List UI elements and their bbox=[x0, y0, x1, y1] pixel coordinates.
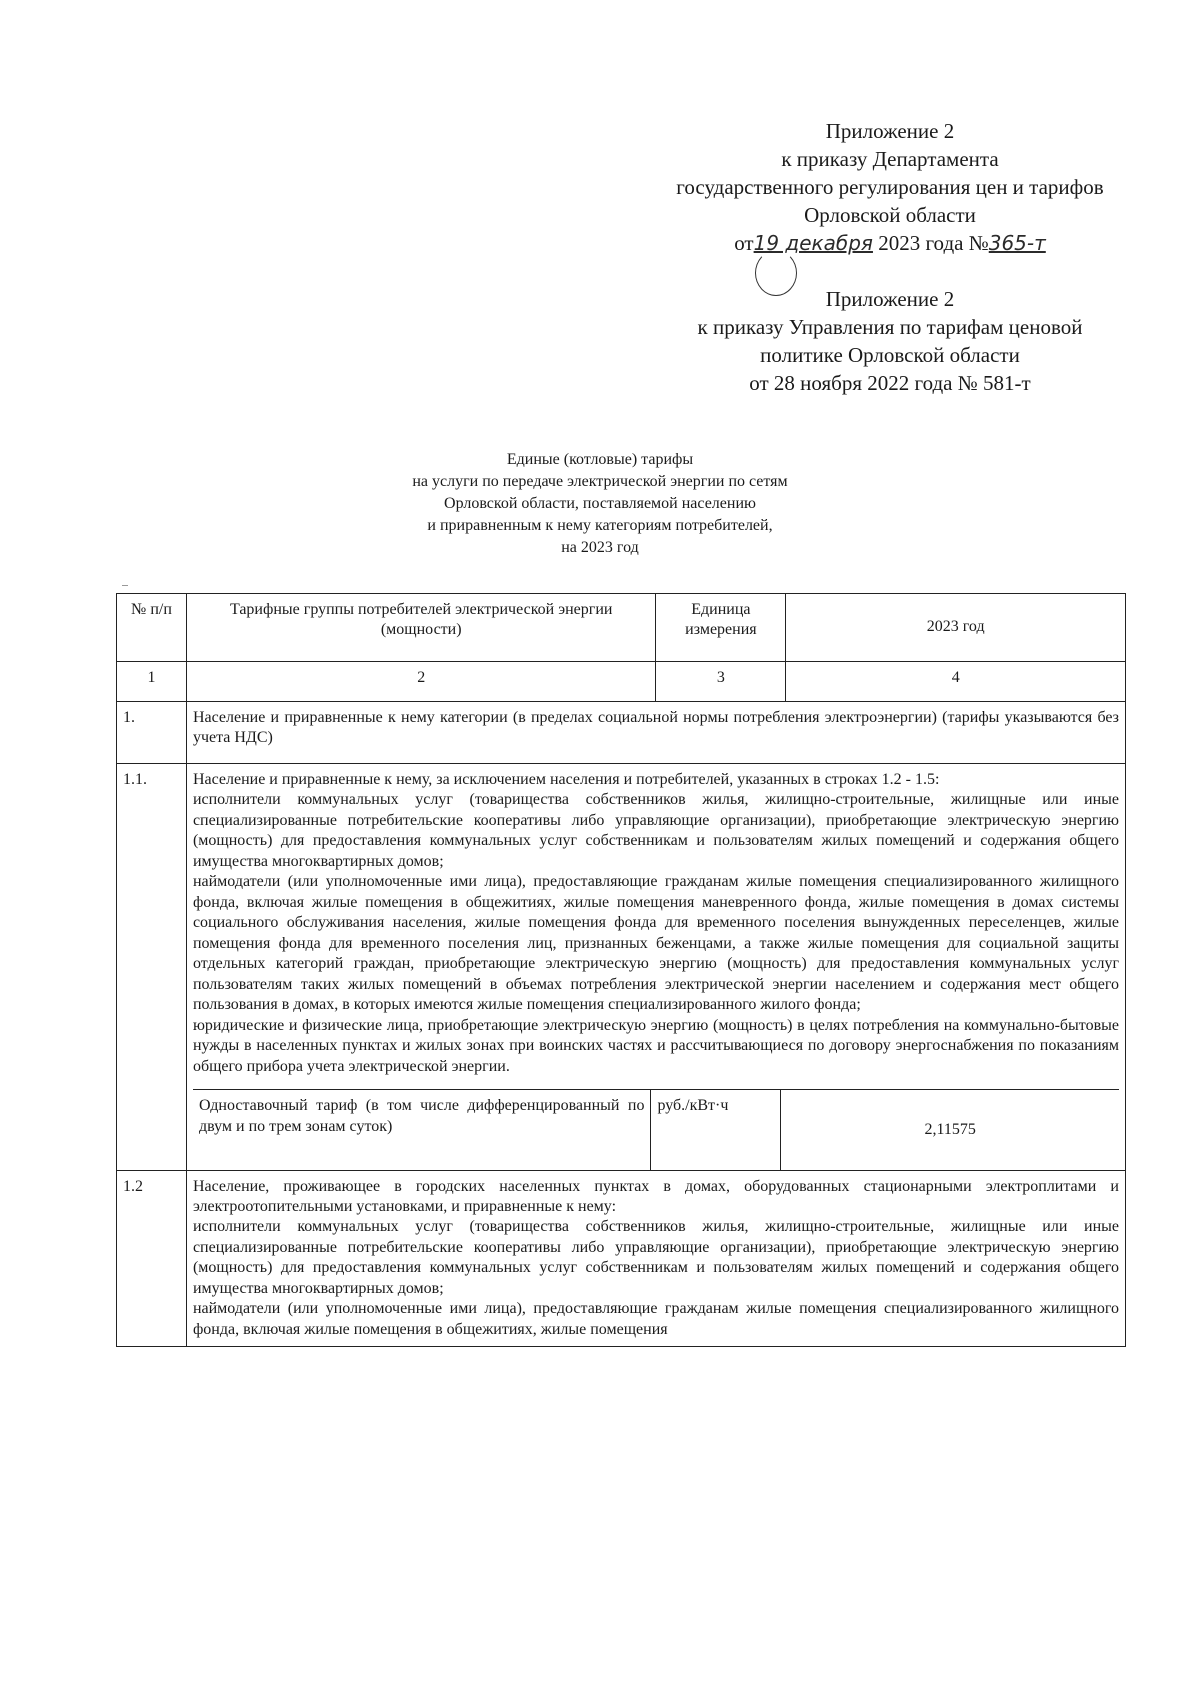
appendix-order-ref: к приказу Департамента bbox=[781, 147, 999, 171]
header-num: № п/п bbox=[117, 594, 187, 662]
header-unit: Единица измерения bbox=[656, 594, 786, 662]
column-number-row bbox=[117, 662, 1126, 702]
date-suffix: 2023 года № bbox=[872, 231, 989, 255]
col-num-2: 2 bbox=[186, 662, 656, 702]
row-paragraph: исполнители коммунальных услуг (товарищества собственников жилья, жилищно-строительные, жилищные или иные специализированные потребительские кооперативы либо управляющие организации), приобретающие электрическую энергию (мощность) для предоставления коммунальных услуг собственникам и пользователям жилых помещений и содержания общего имущества многоквартирных домов; bbox=[192, 791, 1119, 870]
row-body bbox=[186, 764, 1125, 1171]
tariff-value: 2,11575 bbox=[781, 1090, 1119, 1170]
tariff-table bbox=[116, 593, 1126, 1347]
document-title bbox=[330, 450, 870, 560]
row-paragraph: Население, проживающее в городских населенных пунктах в домах, оборудованных стационарными электроплитами и электроотопительными установками, и приравненные к нему: bbox=[192, 1177, 1119, 1215]
table-row bbox=[117, 1170, 1126, 1347]
table-header-row bbox=[117, 594, 1126, 662]
title-line-3: Орловской области, поставляемой населению bbox=[444, 495, 756, 512]
row-paragraph: юридические и физические лица, приобретающие электрическую энергию (мощность) в целях потребления на коммунально-бытовые нужды в населенных пунктах и жилых зонах при воинских частях и рассчитывающиеся по договору энергоснабжения по показаниям общего прибора учета электрической энергии. bbox=[192, 1016, 1119, 1075]
header-group: Тарифные группы потребителей электрической энергии (мощности) bbox=[186, 594, 656, 662]
appendix-region: Орловской области bbox=[804, 203, 976, 227]
tariff-row bbox=[193, 1090, 1119, 1170]
row-num: 1.2 bbox=[117, 1170, 187, 1347]
table-row bbox=[117, 702, 1126, 764]
old-appendix-region: политике Орловской области bbox=[760, 343, 1020, 367]
col-num-3: 3 bbox=[656, 662, 786, 702]
row-paragraph: наймодатели (или уполномоченные ими лица), предоставляющие гражданам жилые помещения специализированного жилищного фонда, включая жилые помещения в общежитиях, жилые помещения bbox=[192, 1300, 1119, 1338]
col-num-4: 4 bbox=[786, 662, 1126, 702]
appendix-title: Приложение 2 bbox=[825, 119, 955, 143]
tariff-label: Одноставочный тариф (в том числе дифференцированный по двум и по трем зонам суток) bbox=[193, 1090, 651, 1170]
row-text: Население и приравненные к нему категории (в пределах социальной нормы потребления электроэнергии) (тарифы указываются без учета НДС) bbox=[186, 702, 1125, 764]
title-line-2: на услуги по передаче электрической энергии по сетям bbox=[412, 473, 788, 490]
scan-mark bbox=[122, 585, 128, 586]
header-year: 2023 год bbox=[786, 594, 1126, 662]
old-appendix-date: от 28 ноября 2022 года № 581-т bbox=[749, 371, 1031, 395]
row-num: 1. bbox=[117, 702, 187, 764]
row-body bbox=[186, 1170, 1125, 1347]
row-paragraph: исполнители коммунальных услуг (товарищества собственников жилья, жилищно-строительные, жилищные или иные специализированные потребительские кооперативы либо управляющие организации), приобретающие электрическую энергию (мощность) для предоставления коммунальных услуг собственникам и пользователям жилых помещений и содержания общего имущества многоквартирных домов; bbox=[192, 1218, 1119, 1297]
appendix-date-line bbox=[620, 230, 1160, 258]
title-line-4: и приравненным к нему категориям потребителей, bbox=[427, 517, 773, 534]
handwritten-date: 19 декабря bbox=[753, 231, 873, 255]
row-paragraph: Население и приравненные к нему, за исключением населения и потребителей, указанных в строках 1.2 - 1.5: bbox=[192, 771, 940, 788]
appendix-header-new bbox=[620, 118, 1160, 258]
tariff-subtable bbox=[193, 1089, 1119, 1170]
table-row bbox=[117, 764, 1126, 1171]
handwritten-number: 365-т bbox=[988, 231, 1046, 255]
appendix-department: государственного регулирования цен и тарифов bbox=[676, 175, 1104, 199]
old-appendix-title: Приложение 2 bbox=[825, 287, 955, 311]
title-line-5: на 2023 год bbox=[561, 539, 639, 556]
col-num-1: 1 bbox=[117, 662, 187, 702]
old-appendix-order-ref: к приказу Управления по тарифам ценовой bbox=[697, 315, 1083, 339]
tariff-unit: руб./кВт·ч bbox=[651, 1090, 781, 1170]
date-prefix: от bbox=[734, 231, 754, 255]
title-line-1: Единые (котловые) тарифы bbox=[506, 451, 694, 468]
row-num: 1.1. bbox=[117, 764, 187, 1171]
appendix-header-old bbox=[650, 286, 1130, 398]
row-paragraph: наймодатели (или уполномоченные ими лица), предоставляющие гражданам жилые помещения специализированного жилищного фонда, включая жилые помещения в общежитиях, жилые помещения маневренного фонда, жилые помещения в домах системы социального обслуживания населения, жилые помещения фонда для временного поселения вынужденных переселенцев, жилые помещения фонда для временного поселения лиц, признанных беженцами, а также жилые помещения для социальной защиты отдельных категорий граждан, приобретающие электрическую энергию (мощность) для предоставления коммунальных услуг пользователям таких жилых помещений в объемах потребления электрической энергии населением и содержания мест общего пользования в домах, в которых имеются жилые помещения специализированного жилого фонда; bbox=[192, 873, 1119, 1014]
